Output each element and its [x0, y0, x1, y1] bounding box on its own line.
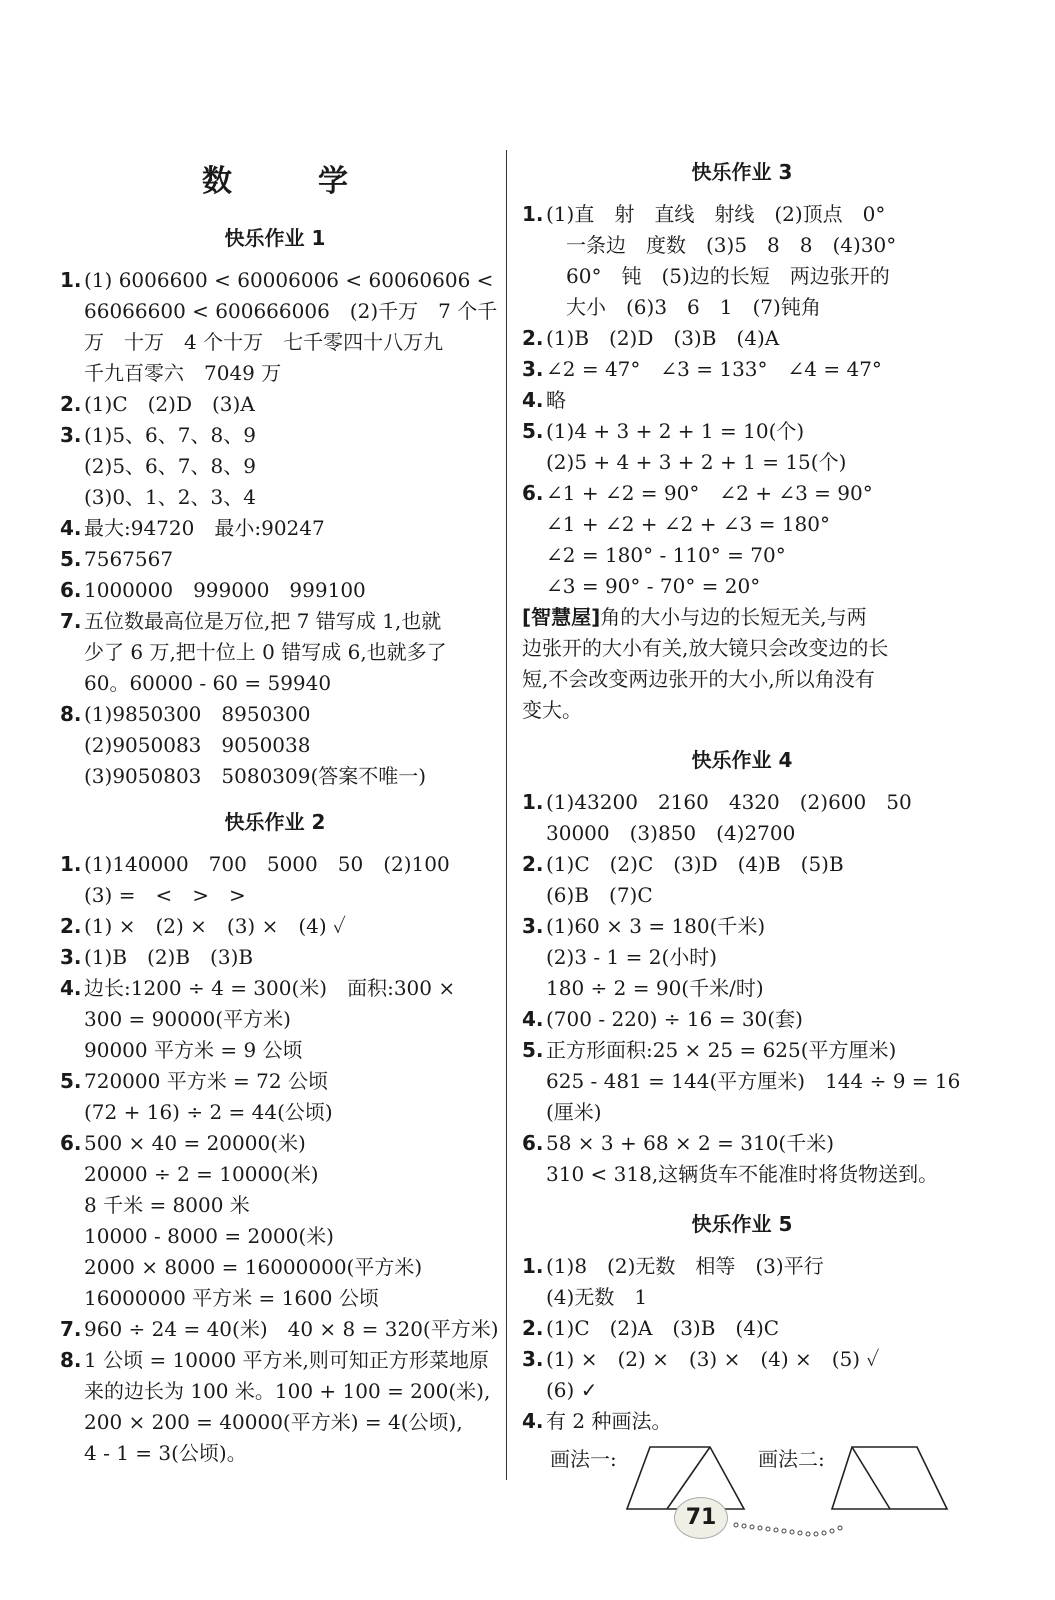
left-column — [60, 140, 499, 1469]
answer-line: 1000000 999000 999100 — [84, 578, 366, 602]
drawing-label-2: 画法二: — [758, 1447, 825, 1471]
answer-line: 180 ÷ 2 = 90(千米/时) — [546, 976, 764, 1000]
answer-lines — [84, 1128, 490, 1314]
answer-item — [60, 544, 490, 575]
answer-lines — [84, 849, 490, 911]
answer-line: (1)B (2)B (3)B — [84, 945, 254, 969]
answer-line: (2)9050083 9050038 — [84, 733, 311, 757]
answer-line: 略 — [546, 388, 566, 412]
decorative-dots — [730, 1505, 860, 1545]
wisdom-label: [智慧屋] — [522, 605, 601, 629]
answer-item — [522, 849, 962, 911]
answer-item — [60, 1066, 490, 1128]
answer-line: 720000 平方米 = 72 公顷 — [84, 1069, 328, 1093]
answer-item — [60, 942, 490, 973]
answer-lines — [546, 787, 962, 849]
answer-line: 66066600 < 600666006 (2)千万 7 个千 — [84, 299, 498, 323]
answer-item — [60, 911, 490, 942]
answer-number: 2. — [522, 326, 544, 350]
answer-number: 8. — [60, 702, 82, 726]
answer-line: 310 < 318,这辆货车不能准时将货物送到。 — [546, 1162, 939, 1186]
answer-lines — [546, 354, 962, 385]
answer-lines — [84, 1345, 490, 1469]
answer-line: (6) ✓ — [546, 1378, 598, 1402]
answer-line: (700 - 220) ÷ 16 = 30(套) — [546, 1007, 803, 1031]
answer-lines — [84, 389, 490, 420]
section-3-answers — [522, 199, 962, 602]
answer-lines — [546, 1251, 962, 1313]
answer-item — [522, 416, 962, 478]
answer-line: ∠1 + ∠2 = 90° ∠2 + ∠3 = 90° — [546, 481, 873, 505]
answer-item — [60, 513, 490, 544]
section-title-1: 快乐作业 1 — [224, 226, 326, 250]
answer-line: (1)8 (2)无数 相等 (3)平行 — [546, 1254, 824, 1278]
answer-number: 1. — [522, 1254, 544, 1278]
answer-item — [60, 1128, 490, 1314]
answer-item — [522, 323, 962, 354]
answer-number: 2. — [60, 914, 82, 938]
answer-lines — [546, 1035, 962, 1128]
section-title-2: 快乐作业 2 — [224, 810, 326, 834]
answer-line: 1 公顷 = 10000 平方米,则可知正方形菜地原 — [84, 1348, 489, 1372]
answer-line: (4)无数 1 — [546, 1285, 648, 1309]
answer-line: 625 - 481 = 144(平方厘米) 144 ÷ 9 = 16 — [546, 1069, 961, 1093]
answer-line: 边长:1200 ÷ 4 = 300(米) 面积:300 × — [84, 976, 456, 1000]
answer-line: 来的边长为 100 米。100 + 100 = 200(米), — [84, 1379, 491, 1403]
answer-line: (1)C (2)A (3)B (4)C — [546, 1316, 780, 1340]
answer-lines — [84, 911, 490, 942]
answer-lines — [546, 1406, 962, 1437]
answer-item — [522, 1344, 962, 1406]
answer-line: 60° 钝 (5)边的长短 两边张开的 — [546, 264, 890, 288]
answer-number: 1. — [60, 852, 82, 876]
column-divider — [506, 150, 507, 1480]
answer-item — [60, 1345, 490, 1469]
section-title-4: 快乐作业 4 — [691, 748, 793, 772]
answer-line: 16000000 平方米 = 1600 公顷 — [84, 1286, 379, 1310]
answer-line: (1) 6006600 < 60006006 < 60060606 < — [84, 268, 494, 292]
answer-line: (6)B (7)C — [546, 883, 653, 907]
wisdom-line: 角的大小与边的长短无关,与两 — [600, 605, 867, 629]
answer-item — [60, 973, 490, 1066]
section-title-5: 快乐作业 5 — [691, 1212, 793, 1236]
answer-line: 一条边 度数 (3)5 8 8 (4)30° — [546, 233, 897, 257]
answer-number: 6. — [60, 578, 82, 602]
answer-lines — [84, 1066, 490, 1128]
answer-line: 7567567 — [84, 547, 174, 571]
answer-number: 1. — [522, 790, 544, 814]
answer-line: ∠2 = 47° ∠3 = 133° ∠4 = 47° — [546, 357, 882, 381]
answer-item — [522, 1406, 962, 1437]
answer-line: ∠1 + ∠2 + ∠2 + ∠3 = 180° — [546, 512, 830, 536]
answer-number: 5. — [60, 1069, 82, 1093]
answer-line: 最大:94720 最小:90247 — [84, 516, 325, 540]
answer-number: 7. — [60, 1317, 82, 1341]
answer-lines — [546, 416, 962, 478]
answer-item — [522, 354, 962, 385]
answer-line: (1)B (2)D (3)B (4)A — [546, 326, 780, 350]
answer-item — [60, 1314, 499, 1345]
answer-item — [522, 911, 962, 1004]
answer-item — [60, 849, 490, 911]
answer-number: 3. — [60, 945, 82, 969]
answer-line: (3)9050803 5080309(答案不唯一) — [84, 764, 427, 788]
answer-lines — [84, 973, 490, 1066]
page-number: 71 — [674, 1497, 728, 1539]
answer-number: 6. — [522, 481, 544, 505]
answer-number: 2. — [522, 1316, 544, 1340]
answer-lines — [546, 1344, 962, 1406]
answer-number: 4. — [522, 1007, 544, 1031]
answer-number: 7. — [60, 609, 82, 633]
answer-number: 6. — [522, 1131, 544, 1155]
answer-line: (1)43200 2160 4320 (2)600 50 — [546, 790, 912, 814]
answer-number: 5. — [60, 547, 82, 571]
answer-number: 3. — [522, 1347, 544, 1371]
answer-number: 3. — [522, 357, 544, 381]
answer-line: 30000 (3)850 (4)2700 — [546, 821, 796, 845]
answer-line: ∠3 = 90° - 70° = 20° — [546, 574, 761, 598]
answer-number: 2. — [522, 852, 544, 876]
answer-number: 3. — [60, 423, 82, 447]
answer-line: ∠2 = 180° - 110° = 70° — [546, 543, 786, 567]
answer-number: 2. — [60, 392, 82, 416]
answer-line: 500 × 40 = 20000(米) — [84, 1131, 306, 1155]
answer-line: (2)5、6、7、8、9 — [84, 454, 256, 478]
answer-line: (1)140000 700 5000 50 (2)100 — [84, 852, 450, 876]
answer-number: 6. — [60, 1131, 82, 1155]
answer-line: 300 = 90000(平方米) — [84, 1007, 291, 1031]
answer-lines — [546, 849, 962, 911]
answer-lines — [84, 544, 490, 575]
wisdom-note — [522, 602, 962, 726]
answer-lines — [546, 911, 962, 1004]
answer-line: (1) × (2) × (3) × (4) × (5) ✓ — [546, 1347, 880, 1371]
section-title-3: 快乐作业 3 — [691, 160, 793, 184]
answer-lines — [546, 385, 962, 416]
answer-lines — [84, 420, 490, 513]
answer-line: 2000 × 8000 = 16000000(平方米) — [84, 1255, 423, 1279]
answer-lines — [84, 606, 490, 699]
answer-line: (1)60 × 3 = 180(千米) — [546, 914, 766, 938]
answer-line: (1)C (2)D (3)A — [84, 392, 255, 416]
answer-line: 20000 ÷ 2 = 10000(米) — [84, 1162, 319, 1186]
trapezoid-2-divider — [852, 1447, 890, 1509]
answer-line: 五位数最高位是万位,把 7 错写成 1,也就 — [84, 609, 442, 633]
answer-line: (1) × (2) × (3) × (4) ✓ — [84, 914, 346, 938]
answer-line: (72 + 16) ÷ 2 = 44(公顷) — [84, 1100, 333, 1124]
answer-line: (1)直 射 直线 射线 (2)顶点 0° — [546, 202, 886, 226]
answer-lines — [546, 1313, 962, 1344]
answer-line: 大小 (6)3 6 1 (7)钝角 — [546, 295, 821, 319]
answer-line: 8 千米 = 8000 米 — [84, 1193, 250, 1217]
answer-lines — [546, 199, 962, 323]
right-column — [522, 140, 962, 1517]
subject-title: 数 学 — [202, 164, 376, 199]
answer-line: 200 × 200 = 40000(平方米) = 4(公顷), — [84, 1410, 463, 1434]
answer-line: 少了 6 万,把十位上 0 错写成 6,也就多了 — [84, 640, 447, 664]
answer-number: 1. — [60, 268, 82, 292]
wisdom-line: 边张开的大小有关,放大镜只会改变边的长 — [522, 636, 889, 660]
answer-item — [522, 478, 962, 602]
answer-line: (1)4 + 3 + 2 + 1 = 10(个) — [546, 419, 805, 443]
answer-lines — [84, 699, 490, 792]
answer-lines — [546, 323, 962, 354]
answer-item — [60, 606, 490, 699]
answer-item — [60, 699, 490, 792]
answer-number: 8. — [60, 1348, 82, 1372]
answer-lines — [84, 942, 490, 973]
answer-number: 5. — [522, 1038, 544, 1062]
answer-number: 4. — [522, 388, 544, 412]
answer-line: 60。60000 - 60 = 59940 — [84, 671, 332, 695]
answer-item — [522, 1004, 962, 1035]
answer-line: (1)C (2)C (3)D (4)B (5)B — [546, 852, 844, 876]
answer-item — [60, 265, 498, 389]
answer-line: (3) = < > > — [84, 883, 246, 907]
section-2-answers — [60, 849, 499, 1469]
answer-line: (3)0、1、2、3、4 — [84, 485, 256, 509]
answer-line: (1)5、6、7、8、9 — [84, 423, 256, 447]
answer-line: 有 2 种画法。 — [546, 1409, 672, 1433]
answer-number: 4. — [522, 1409, 544, 1433]
answer-line: 正方形面积:25 × 25 = 625(平方厘米) — [546, 1038, 897, 1062]
answer-line: (2)3 - 1 = 2(小时) — [546, 945, 718, 969]
answer-line: 90000 平方米 = 9 公顷 — [84, 1038, 303, 1062]
answer-item — [522, 787, 962, 849]
answer-item — [522, 1128, 962, 1190]
answer-lines — [84, 575, 490, 606]
drawing-label-1: 画法一: — [550, 1447, 617, 1471]
answer-lines — [84, 1314, 499, 1345]
answer-item — [60, 389, 490, 420]
answer-item — [60, 420, 490, 513]
answer-line: 4 - 1 = 3(公顷)。 — [84, 1441, 247, 1465]
answer-item — [60, 575, 490, 606]
answer-item — [522, 1313, 962, 1344]
answer-line: (1)9850300 8950300 — [84, 702, 311, 726]
wisdom-line: 变大。 — [522, 698, 582, 722]
answer-line: (2)5 + 4 + 3 + 2 + 1 = 15(个) — [546, 450, 847, 474]
answer-number: 5. — [522, 419, 544, 443]
answer-item — [522, 1035, 962, 1128]
answer-line: 58 × 3 + 68 × 2 = 310(千米) — [546, 1131, 835, 1155]
section-1-answers — [60, 265, 498, 792]
answer-item — [522, 385, 962, 416]
answer-lines — [546, 1128, 962, 1190]
answer-number: 1. — [522, 202, 544, 226]
section-4-answers — [522, 787, 962, 1190]
answer-line: 10000 - 8000 = 2000(米) — [84, 1224, 334, 1248]
trapezoid-2 — [832, 1447, 947, 1509]
answer-lines — [84, 513, 490, 544]
section-5-answers — [522, 1251, 962, 1437]
answer-number: 4. — [60, 516, 82, 540]
answer-lines — [546, 478, 962, 602]
answer-number: 3. — [522, 914, 544, 938]
answer-item — [522, 199, 962, 323]
answer-number: 4. — [60, 976, 82, 1000]
answer-lines — [84, 265, 497, 389]
answer-line: 960 ÷ 24 = 40(米) 40 × 8 = 320(平方米) — [84, 1317, 499, 1341]
wisdom-line: 短,不会改变两边张开的大小,所以角没有 — [522, 667, 875, 691]
answer-line: 万 十万 4 个十万 七千零四十八万九 — [84, 330, 444, 354]
answer-line: 千九百零六 7049 万 — [84, 361, 282, 385]
answer-line: (厘米) — [546, 1100, 602, 1124]
answer-item — [522, 1251, 962, 1313]
answer-lines — [546, 1004, 962, 1035]
